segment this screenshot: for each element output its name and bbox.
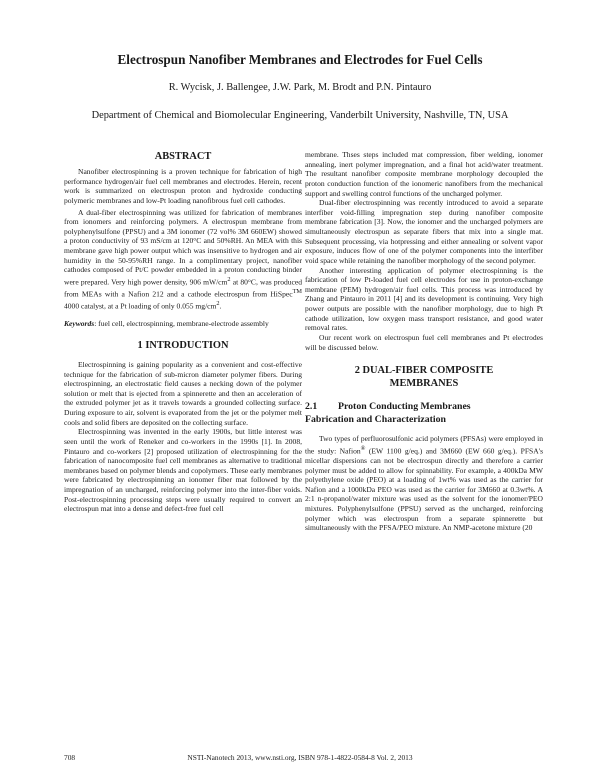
keywords: Keywords: fuel cell, electrospinning, membrane-electrode assembly [64, 319, 269, 329]
left-column [64, 150, 302, 514]
affiliation: Department of Chemical and Biomolecular Engineering, Vanderbilt University, Nashville, TN, USA [91, 110, 509, 121]
introduction-heading: 1 INTRODUCTION [137, 339, 229, 351]
section-2-heading: 2 DUAL-FIBER COMPOSITE MEMBRANES [354, 365, 494, 390]
footer-citation: NSTI-Nanotech 2013, www.nsti.org, ISBN 978-1-4822-0584-8 Vol. 2, 2013 [187, 753, 413, 762]
page-number: 708 [64, 753, 76, 762]
subsection-2-1-heading: 2.1 Proton Conducting Membranes Fabrication and Characterization [305, 401, 471, 426]
paper-title: Electrospun Nanofiber Membranes and Electrodes for Fuel Cells [117, 52, 483, 67]
intro-paragraph-2-continued: membrane. Thses steps included mat compression, fiber welding, ionomer annealing, inert polymer impregnation, and a final hot acid/water treatment. The resultant nanofiber composite membrane morphology decoupled the proton conduction function of the ionomeric nanofibers from the mechanical support and swelling control functions of the uncharged polymer. [305, 150, 543, 198]
section-2-paragraph-1: Two types of perfluorosulfonic acid polymers (PFSAs) were employed in the study: Nafion® (EW 1100 g/eq.) and 3M660 (EW 660 g/eq.). PFSA's micellar dispersions can not be electrospun directly and therefore a carrier polymer must be added to allow for spinnability. For example, a 400kDa MW polyethylene oxide (PEO) at a loading of 1wt% was used as the carrier for Nafion and a 1000kDa PEO was used as the carrier for 3M660 at 0.3wt%. A 2:1 n-propanol/water mixture was used as the solvent for the ionomer/PEO mixtures. Polyphenylsulfone (PPSU) served as the uncharged, reinforcing polymer which was electrospun from a separate spinnerette but simultaneously with the PFSA/PEO mixture. An NMP-acetone mixture (20 [305, 434, 544, 533]
author-list: R. Wycisk, J. Ballengee, J.W. Park, M. Brodt and P.N. Pintauro [168, 82, 432, 93]
intro-paragraph-4: Another interesting application of polymer electrospinning is the fabrication of low Pt-loaded fuel cell electrodes for use in proton-exchange membrane (PEM) hydrogen/air fuel cells. This process was introduced by Zhang and Pintauro in 2011 [4] and its development is continuing. Very high power outputs are possible with the nanofiber morphology, due to high Pt cathode utilization, low oxygen mass transport resistance, and good water removal rates. [305, 265, 543, 333]
abstract-heading: ABSTRACT [154, 151, 212, 162]
intro-paragraph-5: Our recent work on electrospun fuel cell membranes and Pt electrodes will be discussed below. [305, 332, 543, 352]
intro-paragraph-2: Electrospinning was invented in the early 1900s, but little interest was seen until the work of Reneker and co-workers in the 1990s [1]. In 2008, Pintauro and co-workers [2] proposed utilization of electrospinning for the fabrication of nanocomposite fuel cell membranes as alternative to traditional membranes based on polymer blends and copolymers. These early membranes were fabricated by electrospinning an ionomer fiber mat followed by the impregnation of an uncharged, reinforcing polymer into the inter-fiber voids. Post-electrospinning processing steps were usually required to convert an electrospun mat into a dense and defect-free fuel cell [64, 427, 302, 514]
intro-paragraph-3: Dual-fiber electrospinning was recently introduced to avoid a separate interfiber void-filling impregnation step during nanofiber composite membrane fabrication [3]. Now, the ionomer and the uncharged polymers are simultaneously electrospun as separate fibers that mix into a single mat. Subsequent processing, via hotpressing and either annealing or solvent vapor exposure, induces flow of one of the polymer components into the interfiber void space while retaining the nanofiber morphology of the second polymer. [305, 198, 543, 265]
abstract-paragraph-2: A dual-fiber electrospinning was utilized for fabrication of membranes from ionomers and reinforcing polymers. A electrospun membrane from polyphenylsulfone (PPSU) and a 3M ionomer (72 vol% 3M 660EW) showed a proton conductivity of 93 mS/cm at 120°C and 50%RH. An MEA with this membrane gave high power output which was insensitive to hydrogen and air humidity in the 50-95%RH range. In a complimentary project, nanofiber cathodes composed of Pt/C powder embedded in a proton conducting binder were prepared. Very high power density, 906 $mW/cm^2$ at 80°C, was produced from MEAs with a Nafion 212 and a cathode electrospun from HiSpec™ 4000 catalyst, at a Pt loading of only 0.055 $mg/cm^2$. [64, 207, 303, 311]
intro-paragraph-1: Electrospinning is gaining popularity as a convenient and cost-effective technique for the fabrication of sub-micron diameter polymer fibers. During electrospinning, an electrostatic field causes a necking down of the polymer solution or melt that is ejected from a spinnerette and then an acceleration of the extruded polymer jet as it travels towards a grounded collecting surface. During exposure to air, solvent is evaporated from the jet or the polymer melt cools and solid fibers are deposited on the collecting surface. [64, 359, 302, 427]
right-column [305, 150, 543, 533]
abstract-paragraph-1: Nanofiber electrospinning is a proven technique for fabrication of high performance hydrogen/air fuel cell membranes and electrodes. Herein, recent work is summarized on electrospun proton and hydroxide conducting polymeric membranes and low-Pt loading nanofibrous fuel cell cathodes. [64, 167, 302, 205]
